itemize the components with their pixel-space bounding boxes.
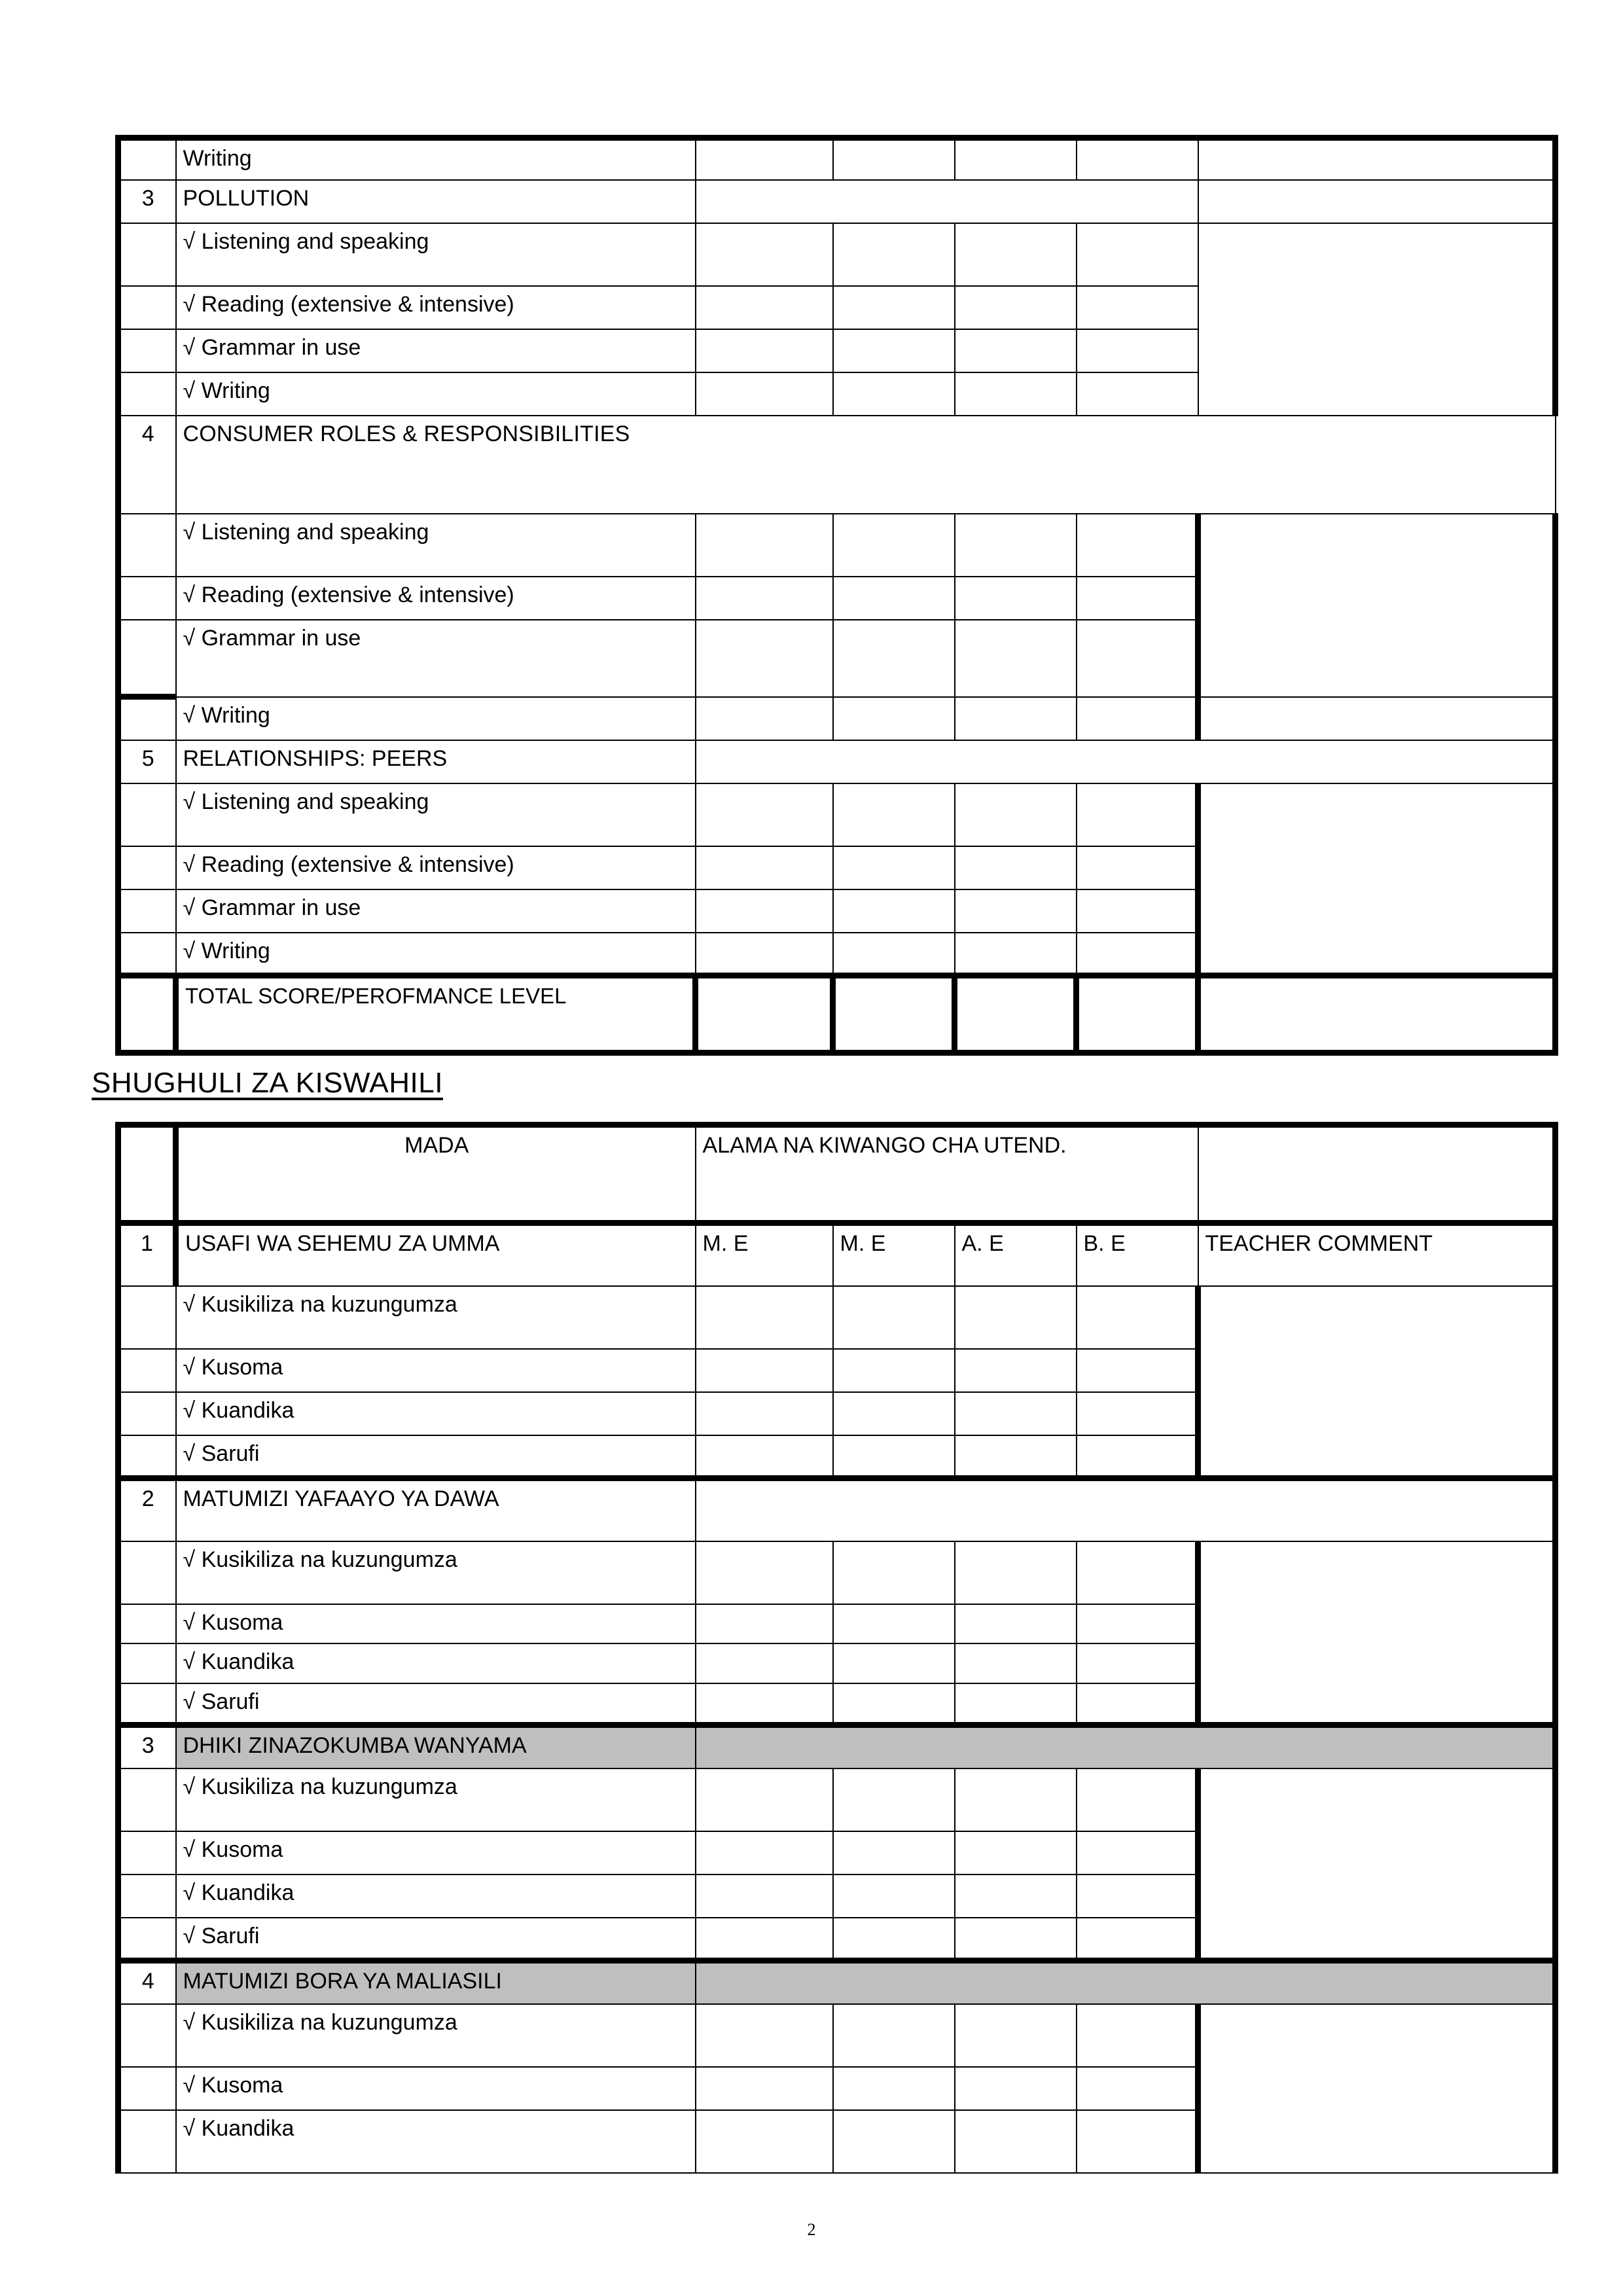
score-cell-me2[interactable]	[833, 1604, 955, 1644]
row-label: √ Grammar in use	[176, 620, 696, 697]
score-cell-ae[interactable]	[955, 329, 1077, 372]
teacher-comment-cell[interactable]	[1198, 138, 1556, 180]
total-score-cell-ae[interactable]	[955, 976, 1077, 1053]
teacher-comment-cell[interactable]	[1198, 514, 1556, 697]
score-cell-me1[interactable]	[696, 1683, 833, 1725]
table-row	[118, 138, 1556, 180]
score-cell-ae[interactable]	[955, 1874, 1077, 1918]
score-cell-me1[interactable]	[696, 889, 833, 933]
score-cell-be[interactable]	[1077, 1349, 1198, 1392]
score-cell-be[interactable]	[1077, 1831, 1198, 1874]
score-cell-me1[interactable]	[696, 620, 833, 697]
section-number: 3	[118, 180, 176, 223]
score-cell-me2[interactable]	[833, 329, 955, 372]
row-number	[118, 1683, 176, 1725]
score-cell-me1[interactable]	[696, 1831, 833, 1874]
row-label: √ Kusoma	[176, 1831, 696, 1874]
score-cell-me2[interactable]	[833, 1541, 955, 1604]
row-number	[118, 889, 176, 933]
row-label: √ Reading (extensive & intensive)	[176, 846, 696, 889]
row-number	[118, 976, 176, 1053]
score-cell-me2[interactable]	[833, 1918, 955, 1961]
row-number	[118, 1541, 176, 1604]
score-cell-me2[interactable]	[833, 889, 955, 933]
section-number: 4	[118, 416, 176, 514]
row-number	[118, 329, 176, 372]
section-header-row	[118, 416, 1556, 514]
score-cell-ae[interactable]	[955, 2110, 1077, 2173]
section-heading-kiswahili: SHUGHULI ZA KISWAHILI	[92, 1067, 443, 1099]
score-cell-be[interactable]	[1077, 1286, 1198, 1349]
row-number	[118, 2110, 176, 2173]
row-label: √ Sarufi	[176, 1435, 696, 1479]
row-number	[118, 1392, 176, 1435]
row-number	[118, 846, 176, 889]
score-cell-be[interactable]	[1077, 577, 1198, 620]
score-cell-be[interactable]	[1077, 620, 1198, 697]
score-cell-me1[interactable]	[696, 223, 833, 286]
table-row	[118, 223, 1556, 286]
score-cell-me1[interactable]	[696, 783, 833, 846]
score-cell-me1[interactable]	[696, 1349, 833, 1392]
row-label: √ Kuandika	[176, 2110, 696, 2173]
table-header-row	[118, 1125, 1556, 1223]
row-number	[118, 1831, 176, 1874]
section-title: CONSUMER ROLES & RESPONSIBILITIES	[176, 416, 1556, 514]
score-cell-me1[interactable]	[696, 138, 833, 180]
score-cell-be[interactable]	[1077, 846, 1198, 889]
score-cell-me1[interactable]	[696, 2110, 833, 2173]
row-number	[118, 223, 176, 286]
score-cell-ae[interactable]	[955, 1541, 1077, 1604]
table-row	[118, 1286, 1556, 1349]
section-header-row	[118, 180, 1556, 223]
row-number	[118, 697, 176, 740]
score-cell-me2[interactable]	[833, 933, 955, 976]
total-score-cell-me1[interactable]	[696, 976, 833, 1053]
kiswahili-activities-table	[115, 1122, 1558, 2174]
score-cell-me2[interactable]	[833, 2110, 955, 2173]
score-cell-be[interactable]	[1077, 223, 1198, 286]
score-cell-me2[interactable]	[833, 223, 955, 286]
table-row	[118, 1768, 1556, 1831]
section-score-span[interactable]	[696, 740, 1556, 783]
row-number	[118, 933, 176, 976]
section-title: RELATIONSHIPS: PEERS	[176, 740, 696, 783]
score-cell-me2[interactable]	[833, 1683, 955, 1725]
score-cell-ae[interactable]	[955, 1768, 1077, 1831]
score-cell-me1[interactable]	[696, 514, 833, 577]
score-cell-be[interactable]	[1077, 1768, 1198, 1831]
score-cell-me1[interactable]	[696, 697, 833, 740]
score-cell-be[interactable]	[1077, 1683, 1198, 1725]
score-cell-be[interactable]	[1077, 1392, 1198, 1435]
score-cell-me2[interactable]	[833, 1435, 955, 1479]
score-cell-ae[interactable]	[955, 2004, 1077, 2067]
score-cell-me1[interactable]	[696, 1918, 833, 1961]
score-cell-ae[interactable]	[955, 514, 1077, 577]
score-cell-ae[interactable]	[955, 1435, 1077, 1479]
row-label: √ Grammar in use	[176, 329, 696, 372]
row-label: √ Listening and speaking	[176, 514, 696, 577]
teacher-comment-header: TEACHER COMMENT	[1198, 1223, 1556, 1286]
score-cell-me1[interactable]	[696, 1541, 833, 1604]
score-cell-me2[interactable]	[833, 846, 955, 889]
row-label: √ Listening and speaking	[176, 783, 696, 846]
score-cell-ae[interactable]	[955, 620, 1077, 697]
section-title: MATUMIZI YAFAAYO YA DAWA	[176, 1479, 696, 1541]
score-cell-me2[interactable]	[833, 1831, 955, 1874]
score-header-ae: A. E	[955, 1223, 1077, 1286]
row-label: √ Kuandika	[176, 1392, 696, 1435]
teacher-comment-cell[interactable]	[1198, 783, 1556, 976]
row-label: √ Listening and speaking	[176, 223, 696, 286]
teacher-comment-cell[interactable]	[1198, 697, 1556, 740]
score-cell-me2[interactable]	[833, 514, 955, 577]
score-cell-ae[interactable]	[955, 697, 1077, 740]
score-cell-ae[interactable]	[955, 1643, 1077, 1683]
row-label: √ Sarufi	[176, 1683, 696, 1725]
score-cell-be[interactable]	[1077, 2004, 1198, 2067]
section-title: MATUMIZI BORA YA MALIASILI	[176, 1961, 696, 2004]
score-cell-me2[interactable]	[833, 1768, 955, 1831]
section-header-row	[118, 1223, 1556, 1286]
section-score-span[interactable]	[696, 1725, 1556, 1768]
score-cell-be[interactable]	[1077, 372, 1198, 416]
score-cell-be[interactable]	[1077, 1874, 1198, 1918]
score-cell-me2[interactable]	[833, 138, 955, 180]
score-cell-be[interactable]	[1077, 1435, 1198, 1479]
table-row	[118, 697, 1556, 740]
teacher-comment-cell[interactable]	[1198, 2004, 1556, 2173]
total-score-row	[118, 976, 1556, 1053]
score-cell-me1[interactable]	[696, 2067, 833, 2110]
score-cell-me1[interactable]	[696, 372, 833, 416]
score-cell-me1[interactable]	[696, 846, 833, 889]
score-cell-me2[interactable]	[833, 2004, 955, 2067]
score-cell-me1[interactable]	[696, 286, 833, 329]
score-cell-ae[interactable]	[955, 372, 1077, 416]
score-cell-be[interactable]	[1077, 889, 1198, 933]
score-cell-ae[interactable]	[955, 783, 1077, 846]
score-cell-me1[interactable]	[696, 933, 833, 976]
section-number: 1	[118, 1223, 176, 1286]
score-cell-be[interactable]	[1077, 286, 1198, 329]
section-score-span[interactable]	[696, 1961, 1556, 2004]
score-cell-me1[interactable]	[696, 1604, 833, 1644]
section-header-row	[118, 1479, 1556, 1541]
score-cell-be[interactable]	[1077, 1918, 1198, 1961]
section-score-span[interactable]	[696, 1479, 1556, 1541]
row-label: Writing	[176, 138, 696, 180]
row-label: √ Grammar in use	[176, 889, 696, 933]
score-cell-be[interactable]	[1077, 1541, 1198, 1604]
row-number	[118, 2004, 176, 2067]
row-number	[118, 783, 176, 846]
row-number	[118, 138, 176, 180]
score-cell-be[interactable]	[1077, 2110, 1198, 2173]
section-number: 3	[118, 1725, 176, 1768]
score-cell-ae[interactable]	[955, 138, 1077, 180]
header-mada: MADA	[176, 1125, 696, 1223]
score-cell-ae[interactable]	[955, 2067, 1077, 2110]
score-cell-ae[interactable]	[955, 577, 1077, 620]
score-cell-ae[interactable]	[955, 1831, 1077, 1874]
score-cell-me2[interactable]	[833, 372, 955, 416]
score-cell-ae[interactable]	[955, 1683, 1077, 1725]
score-cell-me2[interactable]	[833, 620, 955, 697]
score-cell-be[interactable]	[1077, 1604, 1198, 1644]
total-score-label: TOTAL SCORE/PEROFMANCE LEVEL	[176, 976, 696, 1053]
score-cell-be[interactable]	[1077, 697, 1198, 740]
row-label: √ Kusikiliza na kuzungumza	[176, 1286, 696, 1349]
row-number	[118, 577, 176, 620]
score-cell-ae[interactable]	[955, 1286, 1077, 1349]
total-score-cell-me2[interactable]	[833, 976, 955, 1053]
row-label: √ Kusoma	[176, 1604, 696, 1644]
row-number	[118, 286, 176, 329]
teacher-comment-cell[interactable]	[1198, 223, 1556, 416]
row-label: √ Kuandika	[176, 1874, 696, 1918]
score-header-me1: M. E	[696, 1223, 833, 1286]
total-score-comment-cell[interactable]	[1198, 976, 1556, 1053]
score-cell-me1[interactable]	[696, 1286, 833, 1349]
row-number	[118, 1643, 176, 1683]
score-cell-me1[interactable]	[696, 329, 833, 372]
row-label: √ Reading (extensive & intensive)	[176, 577, 696, 620]
row-number	[118, 514, 176, 577]
row-number	[118, 1604, 176, 1644]
header-number-cell	[118, 1125, 176, 1223]
row-number	[118, 1918, 176, 1961]
row-number	[118, 372, 176, 416]
score-cell-me1[interactable]	[696, 1643, 833, 1683]
table-row	[118, 783, 1556, 846]
score-cell-me1[interactable]	[696, 1392, 833, 1435]
section-number: 4	[118, 1961, 176, 2004]
section-comment-cell[interactable]	[1198, 180, 1556, 223]
row-label: √ Writing	[176, 372, 696, 416]
total-score-cell-be[interactable]	[1077, 976, 1198, 1053]
row-label: √ Writing	[176, 697, 696, 740]
score-header-be: B. E	[1077, 1223, 1198, 1286]
row-number	[118, 1874, 176, 1918]
score-cell-ae[interactable]	[955, 1349, 1077, 1392]
score-cell-ae[interactable]	[955, 1604, 1077, 1644]
row-label: √ Reading (extensive & intensive)	[176, 286, 696, 329]
score-cell-me2[interactable]	[833, 1643, 955, 1683]
english-activities-table	[115, 135, 1558, 1056]
teacher-comment-cell[interactable]	[1198, 1541, 1556, 1725]
score-cell-be[interactable]	[1077, 514, 1198, 577]
row-label: √ Kusoma	[176, 2067, 696, 2110]
score-cell-be[interactable]	[1077, 2067, 1198, 2110]
row-number	[118, 1435, 176, 1479]
score-cell-be[interactable]	[1077, 329, 1198, 372]
score-cell-me2[interactable]	[833, 783, 955, 846]
section-score-span[interactable]	[696, 180, 1198, 223]
score-cell-ae[interactable]	[955, 1392, 1077, 1435]
row-label: √ Kuandika	[176, 1643, 696, 1683]
score-cell-me1[interactable]	[696, 1435, 833, 1479]
score-cell-me2[interactable]	[833, 697, 955, 740]
row-label: √ Writing	[176, 933, 696, 976]
section-header-row	[118, 1961, 1556, 2004]
score-header-me2: M. E	[833, 1223, 955, 1286]
row-number	[118, 1768, 176, 1831]
section-title: USAFI WA SEHEMU ZA UMMA	[176, 1223, 696, 1286]
score-cell-ae[interactable]	[955, 286, 1077, 329]
score-cell-me2[interactable]	[833, 1392, 955, 1435]
score-cell-ae[interactable]	[955, 223, 1077, 286]
section-number: 5	[118, 740, 176, 783]
score-cell-ae[interactable]	[955, 846, 1077, 889]
score-cell-me2[interactable]	[833, 1874, 955, 1918]
score-cell-me1[interactable]	[696, 1768, 833, 1831]
row-label: √ Kusikiliza na kuzungumza	[176, 2004, 696, 2067]
row-label: √ Kusoma	[176, 1349, 696, 1392]
score-cell-me2[interactable]	[833, 2067, 955, 2110]
section-title: DHIKI ZINAZOKUMBA WANYAMA	[176, 1725, 696, 1768]
teacher-comment-cell[interactable]	[1198, 1768, 1556, 1961]
section-header-row	[118, 740, 1556, 783]
table-row	[118, 2004, 1556, 2067]
score-cell-ae[interactable]	[955, 933, 1077, 976]
table-row	[118, 1541, 1556, 1604]
section-title: POLLUTION	[176, 180, 696, 223]
score-cell-me2[interactable]	[833, 286, 955, 329]
score-cell-me2[interactable]	[833, 577, 955, 620]
score-cell-me1[interactable]	[696, 1874, 833, 1918]
row-number	[118, 2067, 176, 2110]
row-label: √ Sarufi	[176, 1918, 696, 1961]
teacher-comment-cell[interactable]	[1198, 1286, 1556, 1479]
header-blank-cell	[1198, 1125, 1556, 1223]
page-number: 2	[807, 2220, 816, 2239]
score-cell-be[interactable]	[1077, 138, 1198, 180]
section-number: 2	[118, 1479, 176, 1541]
score-cell-ae[interactable]	[955, 889, 1077, 933]
section-header-row	[118, 1725, 1556, 1768]
score-cell-be[interactable]	[1077, 933, 1198, 976]
score-cell-me2[interactable]	[833, 1286, 955, 1349]
row-number	[118, 620, 176, 697]
row-label: √ Kusikiliza na kuzungumza	[176, 1541, 696, 1604]
row-label: √ Kusikiliza na kuzungumza	[176, 1768, 696, 1831]
table-row	[118, 514, 1556, 577]
score-cell-ae[interactable]	[955, 1918, 1077, 1961]
header-alama: ALAMA NA KIWANGO CHA UTEND.	[696, 1125, 1198, 1223]
score-cell-be[interactable]	[1077, 1643, 1198, 1683]
score-cell-me1[interactable]	[696, 577, 833, 620]
row-number	[118, 1349, 176, 1392]
score-cell-me2[interactable]	[833, 1349, 955, 1392]
score-cell-me1[interactable]	[696, 2004, 833, 2067]
row-number	[118, 1286, 176, 1349]
score-cell-be[interactable]	[1077, 783, 1198, 846]
